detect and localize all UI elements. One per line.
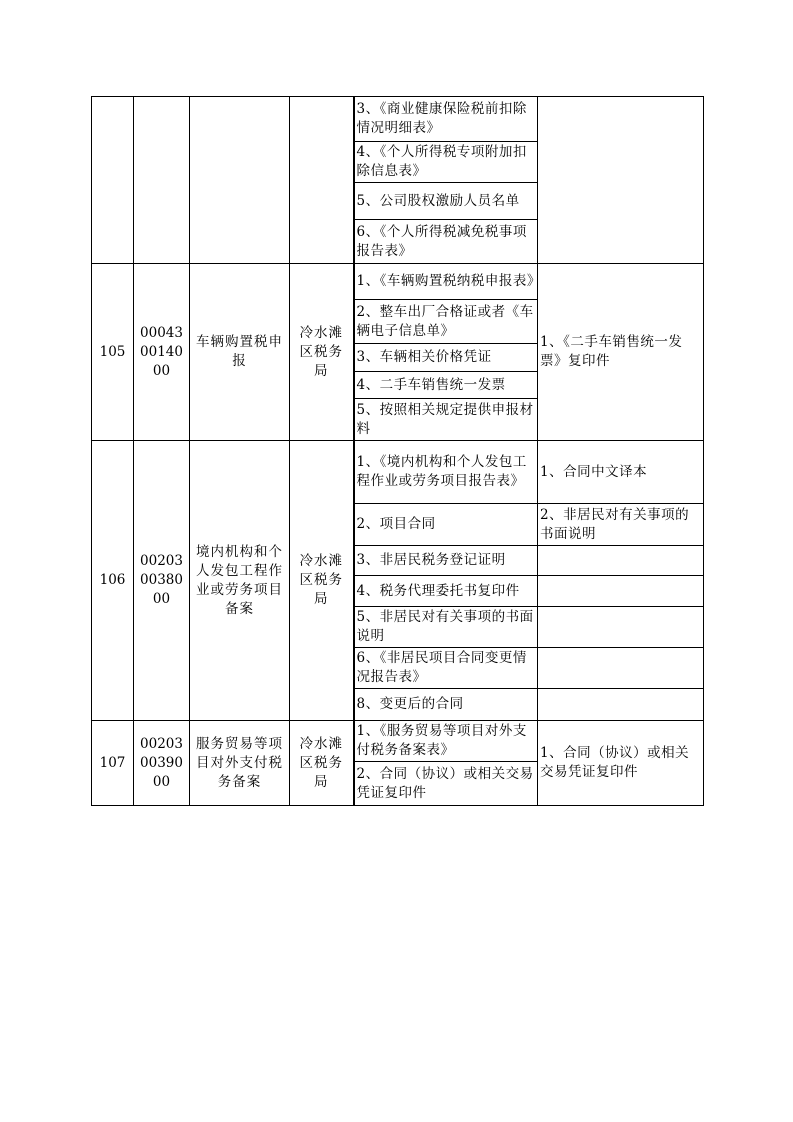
optional-material-cell: 1、合同（协议）或相关交易凭证复印件 xyxy=(538,721,704,806)
optional-material-cell: 2、非居民对有关事项的书面说明 xyxy=(538,504,704,546)
material-cell: 4、《个人所得税专项附加扣除信息表》 xyxy=(354,142,538,183)
item-name-cell: 境内机构和个人发包工程作业或劳务项目备案 xyxy=(190,441,290,721)
material-cell: 3、车辆相关价格凭证 xyxy=(354,344,538,372)
optional-material-cell: 1、合同中文译本 xyxy=(538,441,704,504)
material-cell: 5、按照相关规定提供申报材料 xyxy=(354,399,538,441)
material-cell: 3、非居民税务登记证明 xyxy=(354,546,538,576)
materials-table xyxy=(91,96,704,806)
item-code-cell xyxy=(134,97,190,264)
optional-material-cell xyxy=(538,546,704,576)
department-cell: 冷水滩区税务局 xyxy=(290,441,354,721)
material-cell: 4、税务代理委托书复印件 xyxy=(354,576,538,607)
material-cell: 2、合同（协议）或相关交易凭证复印件 xyxy=(354,762,538,806)
department-cell: 冷水滩区税务局 xyxy=(290,264,354,441)
optional-material-cell xyxy=(538,648,704,689)
material-cell: 1、《服务贸易等项目对外支付税务备案表》 xyxy=(354,721,538,762)
material-cell: 2、项目合同 xyxy=(354,504,538,546)
material-cell: 3、《商业健康保险税前扣除情况明细表》 xyxy=(354,97,538,142)
item-name-cell xyxy=(190,97,290,264)
item-name-cell: 车辆购置税申报 xyxy=(190,264,290,441)
item-name-cell: 服务贸易等项目对外支付税务备案 xyxy=(190,721,290,806)
optional-material-cell xyxy=(538,689,704,721)
material-cell: 8、变更后的合同 xyxy=(354,689,538,721)
material-cell: 4、二手车销售统一发票 xyxy=(354,372,538,399)
table-row xyxy=(92,97,704,142)
optional-material-cell xyxy=(538,97,704,264)
item-number-cell: 107 xyxy=(92,721,134,806)
material-cell: 2、整车出厂合格证或者《车辆电子信息单》 xyxy=(354,300,538,344)
material-cell: 1、《境内机构和个人发包工程作业或劳务项目报告表》 xyxy=(354,441,538,504)
material-cell: 6、《个人所得税减免税事项报告表》 xyxy=(354,220,538,264)
table-row xyxy=(92,441,704,504)
item-number-cell: 106 xyxy=(92,441,134,721)
department-cell: 冷水滩区税务局 xyxy=(290,721,354,806)
material-cell: 5、公司股权激励人员名单 xyxy=(354,183,538,220)
material-cell: 5、非居民对有关事项的书面说明 xyxy=(354,607,538,648)
item-code-cell: 002030039000 xyxy=(134,721,190,806)
item-number-cell xyxy=(92,97,134,264)
optional-material-cell: 1、《二手车销售统一发票》复印件 xyxy=(538,264,704,441)
table-row xyxy=(92,721,704,762)
department-cell xyxy=(290,97,354,264)
item-code-cell: 002030038000 xyxy=(134,441,190,721)
item-code-cell: 000430014000 xyxy=(134,264,190,441)
optional-material-cell xyxy=(538,607,704,648)
table-row xyxy=(92,264,704,300)
optional-material-cell xyxy=(538,576,704,607)
item-number-cell: 105 xyxy=(92,264,134,441)
material-cell: 6、《非居民项目合同变更情况报告表》 xyxy=(354,648,538,689)
material-cell: 1、《车辆购置税纳税申报表》 xyxy=(354,264,538,300)
